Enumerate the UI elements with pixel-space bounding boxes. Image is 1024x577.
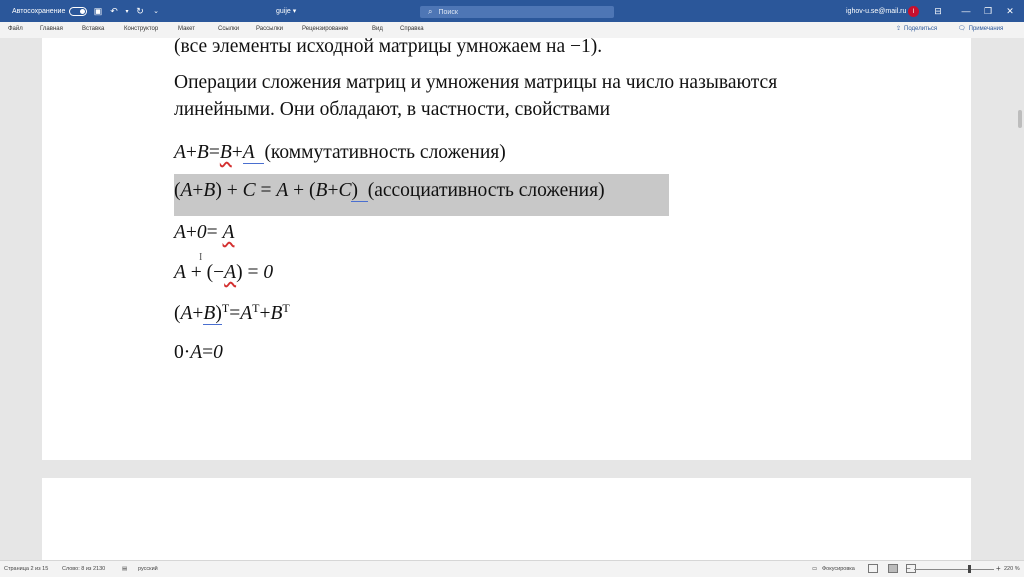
zoom-level[interactable]: 220 %: [1004, 566, 1020, 572]
var-a: A: [222, 222, 235, 243]
op-text: + (: [288, 180, 316, 201]
op-plus: +: [192, 303, 204, 324]
var-c: C: [338, 180, 352, 201]
op-plus: +: [231, 142, 243, 163]
avatar[interactable]: I: [908, 6, 919, 17]
formula-commutativity: [174, 142, 506, 164]
var-b: B: [203, 180, 216, 201]
var-a: A: [276, 180, 289, 201]
scrollbar-thumb[interactable]: [1018, 110, 1022, 128]
op-eq: =: [229, 303, 241, 324]
zoom-in-button[interactable]: +: [996, 564, 1001, 573]
minimize-button[interactable]: —: [961, 6, 971, 16]
autosave-toggle[interactable]: [69, 7, 87, 16]
zoom-out-button[interactable]: −: [906, 564, 911, 573]
tab-references[interactable]: Ссылки: [218, 26, 240, 32]
tab-insert[interactable]: Вставка: [82, 26, 105, 32]
search-box[interactable]: [420, 6, 614, 18]
text-line-1: (все элементы исходной матрицы умножаем на −1).: [174, 36, 603, 57]
ribbon-display-options-icon[interactable]: ⊟: [934, 5, 942, 16]
customize-quick-access-icon[interactable]: ⌄: [153, 8, 159, 15]
var-b: B: [270, 303, 283, 324]
formula-label: (ассоциативность сложения): [367, 180, 605, 201]
op-eq: =: [255, 180, 277, 201]
undo-dropdown-icon[interactable]: ▾: [125, 8, 129, 15]
save-icon[interactable]: ▣: [93, 5, 103, 16]
next-document-page[interactable]: [42, 478, 971, 560]
undo-icon[interactable]: ↶: [110, 5, 118, 16]
var-a: A: [190, 342, 203, 363]
word-count[interactable]: Слово: 8 из 2130: [62, 566, 106, 572]
status-bar: [0, 560, 1024, 577]
op-eq: =: [202, 342, 214, 363]
zero: 0: [213, 342, 223, 363]
spell-gap: [358, 180, 368, 202]
proofing-icon[interactable]: ▤: [122, 566, 128, 572]
read-mode-icon[interactable]: [868, 564, 878, 573]
vertical-scrollbar[interactable]: [1016, 38, 1024, 560]
op-plus: +: [259, 303, 271, 324]
paren: ): [215, 303, 222, 324]
formula-associativity: [174, 180, 605, 202]
op-text: ) =: [236, 262, 264, 283]
tab-design[interactable]: Конструктор: [124, 26, 159, 32]
op-plus: +: [327, 180, 339, 201]
var-a: A: [180, 303, 193, 324]
zoom-slider-thumb[interactable]: [968, 565, 971, 573]
focus-icon[interactable]: ▭: [812, 566, 818, 572]
zoom-slider[interactable]: [914, 569, 994, 570]
focus-mode[interactable]: Фокусировка: [822, 566, 855, 572]
user-account[interactable]: ighov-u.se@mail.ru: [846, 7, 907, 15]
var-b: B: [315, 180, 328, 201]
zero: 0: [263, 262, 274, 283]
page-count[interactable]: Страница 2 из 15: [4, 566, 49, 572]
title-bar: [0, 0, 1024, 22]
var-a: A: [224, 262, 237, 283]
var-a: A: [242, 142, 255, 163]
tab-help[interactable]: Справка: [400, 26, 424, 32]
maximize-button[interactable]: ❐: [983, 5, 993, 16]
op-text: + (−: [185, 262, 225, 283]
share-icon: ⇪: [896, 26, 902, 32]
var-a: A: [180, 180, 193, 201]
var-a: A: [174, 142, 186, 163]
transpose-sup: T: [252, 301, 260, 315]
tab-file[interactable]: Файл: [8, 26, 23, 32]
paren: (: [174, 303, 181, 324]
op-plus: +: [185, 142, 197, 163]
op-plus: +: [192, 180, 204, 201]
tab-view[interactable]: Вид: [372, 26, 383, 32]
op-plus: +: [185, 222, 197, 243]
var-b: B: [203, 303, 216, 324]
paren: ): [351, 180, 358, 201]
paren: (: [174, 180, 181, 201]
tab-layout[interactable]: Макет: [178, 26, 195, 32]
autosave-label: Автосохранение: [12, 7, 66, 15]
spell-gap: [255, 142, 265, 164]
formula-zero-scalar: [174, 342, 223, 364]
op-text: ) +: [215, 180, 243, 201]
text-cursor-icon: I: [199, 252, 203, 263]
document-name[interactable]: guije ▾: [276, 8, 297, 15]
search-placeholder: Поиск: [438, 8, 458, 16]
var-b: B: [219, 142, 232, 163]
transpose-sup: T: [282, 301, 290, 315]
comments-label: Примечания: [968, 25, 1004, 32]
var-a: A: [240, 303, 253, 324]
formula-additive-inverse: [174, 262, 273, 284]
tab-home[interactable]: Главная: [40, 26, 63, 32]
share-label: Поделиться: [904, 25, 938, 32]
print-layout-icon[interactable]: [888, 564, 898, 573]
close-button[interactable]: ✕: [1006, 5, 1014, 16]
formula-zero-addition: [174, 222, 234, 244]
transpose-sup: T: [221, 301, 230, 315]
tab-review[interactable]: Рецензирование: [302, 26, 349, 32]
search-icon: ⌕: [428, 7, 433, 16]
paragraph-line-1: Операции сложения матриц и умножения матрицы на число называются: [174, 72, 778, 93]
share-button[interactable]: [896, 25, 937, 32]
var-a: A: [174, 262, 186, 283]
var-b: B: [196, 142, 209, 163]
language[interactable]: русский: [138, 566, 158, 572]
var-a: A: [174, 222, 186, 243]
tab-mailings[interactable]: Рассылки: [256, 26, 283, 32]
formula-label: (коммутативность сложения): [264, 142, 506, 163]
zero: 0: [196, 222, 207, 243]
redo-icon[interactable]: ↻: [136, 5, 144, 16]
op-eq: =: [208, 142, 220, 163]
zero-dot: 0·: [174, 342, 191, 363]
op-eq: =: [206, 222, 223, 243]
formula-transpose: [174, 301, 290, 325]
comments-button[interactable]: [958, 25, 1003, 32]
comment-icon: 🗨: [958, 26, 966, 32]
paragraph-line-2: линейными. Они обладают, в частности, свойствами: [174, 99, 611, 120]
var-c: C: [242, 180, 256, 201]
autosave[interactable]: [12, 0, 87, 22]
